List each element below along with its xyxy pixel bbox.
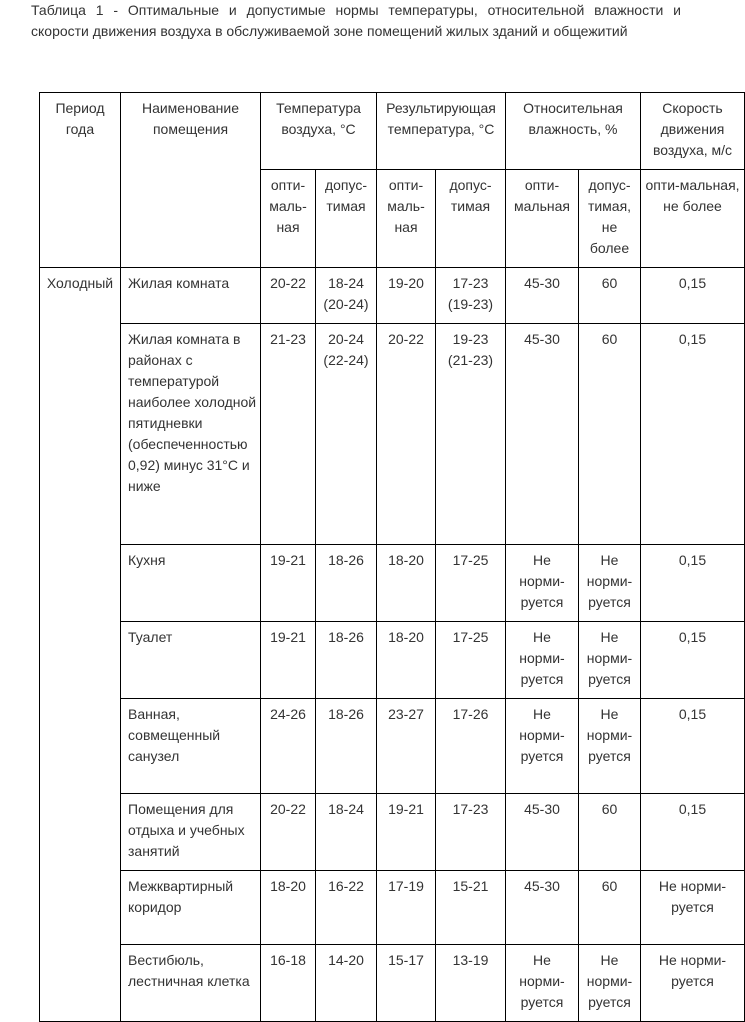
result-dop-cell: 17-25 <box>436 545 506 622</box>
temp-dop-cell: 14-20 <box>316 945 377 1022</box>
speed-cell: 0,15 <box>641 545 745 622</box>
room-cell: Жилая комната в районах с температурой наиболее холодной пятидневки (обеспеченностью 0,92) минус 31°С и ниже <box>121 324 261 545</box>
table-row <box>40 622 745 699</box>
speed-cell: 0,15 <box>641 699 745 794</box>
speed-cell: 0,15 <box>641 268 745 324</box>
temp-dop-cell: 18-24 (20-24) <box>316 268 377 324</box>
result-opt-cell: 18-20 <box>377 545 436 622</box>
header-room: Наименование помещения <box>121 93 261 268</box>
result-dop-cell: 17-23 (19-23) <box>436 268 506 324</box>
humidity-opt-cell: Не норми-руется <box>506 545 579 622</box>
speed-cell: 0,15 <box>641 622 745 699</box>
speed-cell: Не норми-руется <box>641 945 745 1022</box>
table-row <box>40 794 745 871</box>
table-row <box>40 945 745 1022</box>
result-opt-cell: 23-27 <box>377 699 436 794</box>
subheader-humidity-opt: опти-мальная <box>506 170 579 268</box>
table-row <box>40 324 745 545</box>
table-caption: Таблица 1 - Оптимальные и допустимые нормы температуры, относительной влажности и скорости движения воздуха в обслуживаемой зоне помещений жилых зданий и общежитий <box>31 2 681 39</box>
humidity-opt-cell: 45-30 <box>506 871 579 945</box>
subheader-temp-dop: допус-тимая <box>316 170 377 268</box>
result-dop-cell: 13-19 <box>436 945 506 1022</box>
temp-dop-cell: 18-26 <box>316 545 377 622</box>
result-opt-cell: 19-21 <box>377 794 436 871</box>
result-opt-cell: 17-19 <box>377 871 436 945</box>
humidity-opt-cell: Не норми-руется <box>506 622 579 699</box>
header-temp-result: Результирующая температура, °С <box>377 93 506 170</box>
humidity-opt-cell: Не норми-руется <box>506 699 579 794</box>
room-cell: Вестибюль, лестничная клетка <box>121 945 261 1022</box>
temp-dop-cell: 16-22 <box>316 871 377 945</box>
result-opt-cell: 20-22 <box>377 324 436 545</box>
result-dop-cell: 15-21 <box>436 871 506 945</box>
room-cell: Кухня <box>121 545 261 622</box>
humidity-dop-cell: 60 <box>579 794 641 871</box>
humidity-dop-cell: Не норми-руется <box>579 945 641 1022</box>
temp-dop-cell: 18-24 <box>316 794 377 871</box>
result-opt-cell: 18-20 <box>377 622 436 699</box>
humidity-opt-cell: Не норми-руется <box>506 945 579 1022</box>
humidity-dop-cell: 60 <box>579 268 641 324</box>
header-row-main <box>40 93 745 170</box>
temp-opt-cell: 19-21 <box>261 545 316 622</box>
temp-opt-cell: 20-22 <box>261 268 316 324</box>
subheader-result-dop: допус-тимая <box>436 170 506 268</box>
speed-cell: Не норми-руется <box>641 871 745 945</box>
speed-cell: 0,15 <box>641 794 745 871</box>
table-row <box>40 545 745 622</box>
room-cell: Ванная, совмещенный санузел <box>121 699 261 794</box>
result-dop-cell: 17-26 <box>436 699 506 794</box>
humidity-dop-cell: 60 <box>579 324 641 545</box>
subheader-speed-opt: опти-мальная, не более <box>641 170 745 268</box>
humidity-dop-cell: Не норми-руется <box>579 622 641 699</box>
norms-table-container <box>39 92 740 1010</box>
period-cell: Холодный <box>40 268 121 1022</box>
temp-opt-cell: 20-22 <box>261 794 316 871</box>
temp-dop-cell: 18-26 <box>316 699 377 794</box>
humidity-opt-cell: 45-30 <box>506 324 579 545</box>
temp-opt-cell: 19-21 <box>261 622 316 699</box>
result-opt-cell: 19-20 <box>377 268 436 324</box>
temp-dop-cell: 18-26 <box>316 622 377 699</box>
result-dop-cell: 17-25 <box>436 622 506 699</box>
temp-opt-cell: 21-23 <box>261 324 316 545</box>
subheader-humidity-dop: допус-тимая, не более <box>579 170 641 268</box>
table-row <box>40 871 745 945</box>
header-temp-air: Температура воздуха, °С <box>261 93 377 170</box>
humidity-opt-cell: 45-30 <box>506 268 579 324</box>
humidity-dop-cell: Не норми-руется <box>579 699 641 794</box>
humidity-dop-cell: 60 <box>579 871 641 945</box>
header-air-speed: Скорость движения воздуха, м/с <box>641 93 745 170</box>
room-cell: Межквартирный коридор <box>121 871 261 945</box>
humidity-dop-cell: Не норми-руется <box>579 545 641 622</box>
temp-opt-cell: 18-20 <box>261 871 316 945</box>
table-row <box>40 268 745 324</box>
temp-opt-cell: 24-26 <box>261 699 316 794</box>
subheader-temp-opt: опти-маль-ная <box>261 170 316 268</box>
result-dop-cell: 17-23 <box>436 794 506 871</box>
result-opt-cell: 15-17 <box>377 945 436 1022</box>
subheader-result-opt: опти-маль-ная <box>377 170 436 268</box>
norms-table <box>39 92 745 1022</box>
table-row <box>40 699 745 794</box>
speed-cell: 0,15 <box>641 324 745 545</box>
room-cell: Жилая комната <box>121 268 261 324</box>
header-humidity: Относительная влажность, % <box>506 93 641 170</box>
header-period: Период года <box>40 93 121 268</box>
temp-opt-cell: 16-18 <box>261 945 316 1022</box>
room-cell: Помещения для отдыха и учебных занятий <box>121 794 261 871</box>
result-dop-cell: 19-23 (21-23) <box>436 324 506 545</box>
room-cell: Туалет <box>121 622 261 699</box>
humidity-opt-cell: 45-30 <box>506 794 579 871</box>
temp-dop-cell: 20-24 (22-24) <box>316 324 377 545</box>
